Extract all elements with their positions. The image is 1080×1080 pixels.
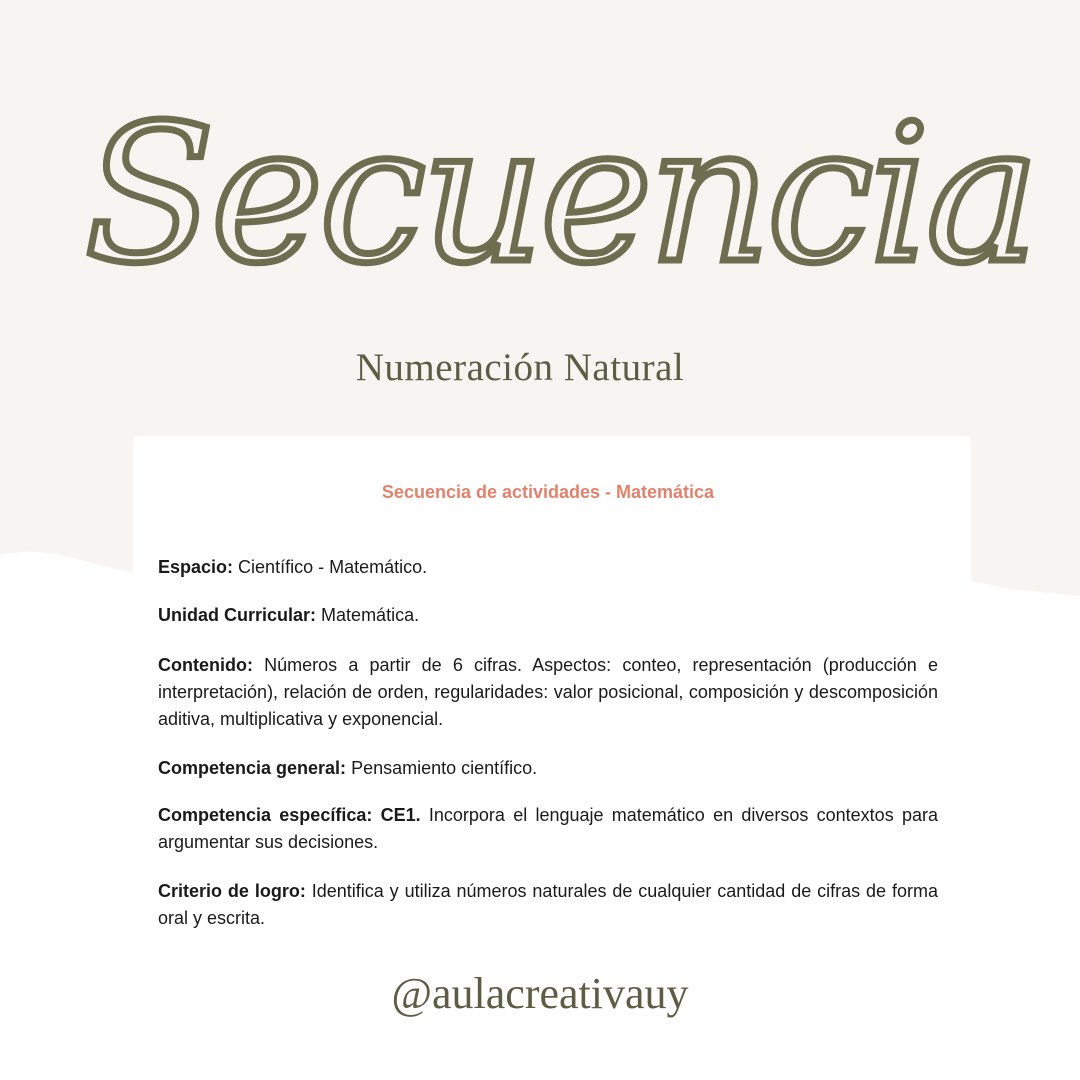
field-contenido [158, 652, 938, 733]
document-heading: Secuencia de actividades - Matemática [381, 482, 715, 502]
field-value: Identifica y utiliza números naturales de cualquier cantidad de cifras de forma oral y escrita. [158, 881, 938, 928]
field-label: Criterio de logro: [158, 881, 306, 901]
field-competencia-general [158, 755, 938, 782]
social-handle: @aulacreativauy [391, 969, 689, 1018]
field-competencia-especifica [158, 802, 938, 856]
field-value: Pensamiento científico. [351, 758, 538, 778]
field-value: Matemática. [321, 605, 420, 625]
field-label: Contenido: [158, 655, 253, 675]
field-espacio [158, 554, 938, 581]
field-label: Espacio: [158, 557, 234, 577]
svg-text:Secuencia: Secuencia [84, 84, 1036, 305]
hero-subtitle: Numeración Natural [355, 346, 685, 389]
field-label: Competencia general: [158, 758, 347, 778]
field-value: Incorpora el lenguaje matemático en diversos contextos para argumentar sus decisiones. [158, 805, 938, 852]
field-value: Científico - Matemático. [238, 557, 428, 577]
field-label: Competencia específica: CE1. [158, 805, 421, 825]
field-criterio-de-logro [158, 878, 938, 932]
field-unidad-curricular [158, 602, 938, 629]
field-value: Números a partir de 6 cifras. Aspectos: conteo, representación (producción e interpretación), relación de orden, regularidades: valor posicional, composición y descomposición aditiva, multiplicativa y exponencial. [158, 655, 938, 729]
hero-script-title [0, 55, 1080, 385]
field-label: Unidad Curricular: [158, 605, 317, 625]
